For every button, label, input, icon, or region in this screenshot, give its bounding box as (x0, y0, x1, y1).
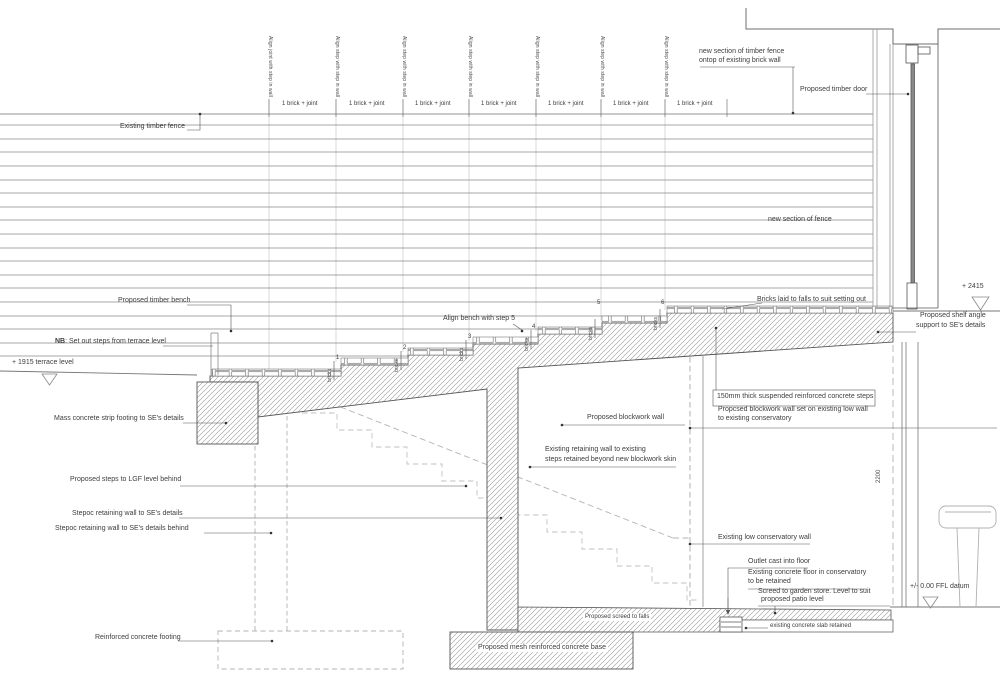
pedestal-basin (939, 506, 996, 607)
label-new-fence-2: ontop of existing brick wall (699, 57, 781, 64)
label-existing-retaining-1: Existing retaining wall to existing (545, 446, 646, 453)
riser-marker: bricks (524, 337, 530, 351)
label-screed-garden-2: proposed patio level (761, 596, 824, 603)
step-number-6: 6 (661, 300, 665, 306)
align-note-3: Align step with step in wall (401, 36, 407, 98)
brick-module-label: 1 brick + joint (548, 101, 584, 107)
label-align-bench: Align bench with step 5 (443, 315, 515, 322)
label-ffl-datum: +/- 0.00 FFL datum (910, 583, 970, 590)
label-suspended-steps: 150mm thick suspended reinforced concrete steps (717, 393, 874, 400)
label-blockwork-low-wall-2: to existing conservatory (718, 415, 792, 422)
label-rc-footing: Reinforced concrete footing (95, 634, 181, 641)
align-note-1: Align joint with step in wall (267, 36, 273, 97)
label-mesh-base: Proposed mesh reinforced concrete base (478, 644, 607, 651)
align-note-7: Align step with step in wall (663, 36, 669, 98)
riser-marker: bricks (459, 347, 465, 361)
label-new-section-of-fence: new section of fence (768, 216, 832, 223)
strip-footing (197, 382, 258, 444)
nb-text: : Set out steps from terrace level (65, 338, 166, 345)
label-proposed-timber-door: Proposed timber door (800, 86, 868, 93)
label-outlet: Outlet cast into floor (748, 558, 811, 565)
label-existing-low-conservatory-wall: Existing low conservatory wall (718, 534, 811, 541)
riser-marker: bricks (327, 368, 333, 382)
step-number-3: 3 (468, 334, 472, 340)
label-stepoc-wall-behind: Stepoc retaining wall to SE's details behind (55, 525, 189, 532)
label-shelf-angle-1: Proposed shelf angle (920, 312, 986, 319)
house-wall (902, 342, 918, 607)
label-existing-timber-fence: Existing timber fence (120, 123, 185, 130)
label-steps-to-lgf: Proposed steps to LGF level behind (70, 476, 182, 483)
align-note-5: Align step with step in wall (534, 36, 540, 98)
brick-module-label: 1 brick + joint (349, 101, 385, 107)
brick-module-label: 1 brick + joint (677, 101, 713, 107)
label-proposed-blockwork-wall: Proposed blockwork wall (587, 414, 665, 421)
label-slab-retained: existing concrete slab retained (770, 623, 852, 629)
label-shelf-angle-2: support to SE's details (916, 322, 986, 329)
brick-module-label: 1 brick + joint (282, 101, 318, 107)
label-existing-floor-2: to be retained (748, 578, 791, 585)
label-blockwork-low-wall-1: Propcsed blockwork wall set on existing low wall (718, 406, 868, 413)
label-existing-floor-1: Existing concrete floor in conservatory (748, 569, 867, 576)
label-dim-2200: 2200 (876, 469, 882, 483)
label-stepoc-wall: Stepoc retaining wall to SE's details (72, 510, 183, 517)
brick-module-label: 1 brick + joint (415, 101, 451, 107)
step-number-4: 4 (532, 324, 536, 330)
label-existing-retaining-2: steps retained beyond new blockwork skin (545, 456, 677, 463)
label-mass-concrete-footing: Mass concrete strip footing to SE's details (54, 415, 184, 422)
step-number-5: 5 (597, 300, 601, 306)
timber-door (893, 44, 938, 309)
reinforced-footing-ghost (218, 631, 403, 669)
label-proposed-timber-bench: Proposed timber bench (118, 297, 191, 304)
label-screed-to-falls: Proposed screed to falls (585, 614, 650, 620)
label-terrace-level: + 1915 terrace level (12, 359, 74, 366)
concrete-elements (197, 313, 893, 669)
label-screed-garden-1: Screed to garden store. Level to suit (758, 588, 871, 595)
riser-marker: bricks (653, 316, 659, 330)
riser-marker: bricks (394, 358, 400, 372)
step-number-1: 1 (336, 355, 340, 361)
align-note-6: Align step with step in wall (599, 36, 605, 98)
label-bricks-laid-to-falls: Bricks laid to falls to suit setting out (757, 296, 866, 303)
label-level-2415: + 2415 (962, 283, 984, 290)
align-note-2: Align step with step in wall (334, 36, 340, 98)
nb-prefix: NB (55, 338, 66, 345)
align-note-4: Align step with step in wall (467, 36, 473, 98)
brick-module-label: 1 brick + joint (481, 101, 517, 107)
label-nb-note (55, 338, 166, 346)
label-new-fence-1: new section of timber fence (699, 48, 785, 55)
step-number-2: 2 (403, 345, 407, 351)
brick-module-label: 1 brick + joint (613, 101, 649, 107)
riser-marker: bricks (588, 326, 594, 340)
